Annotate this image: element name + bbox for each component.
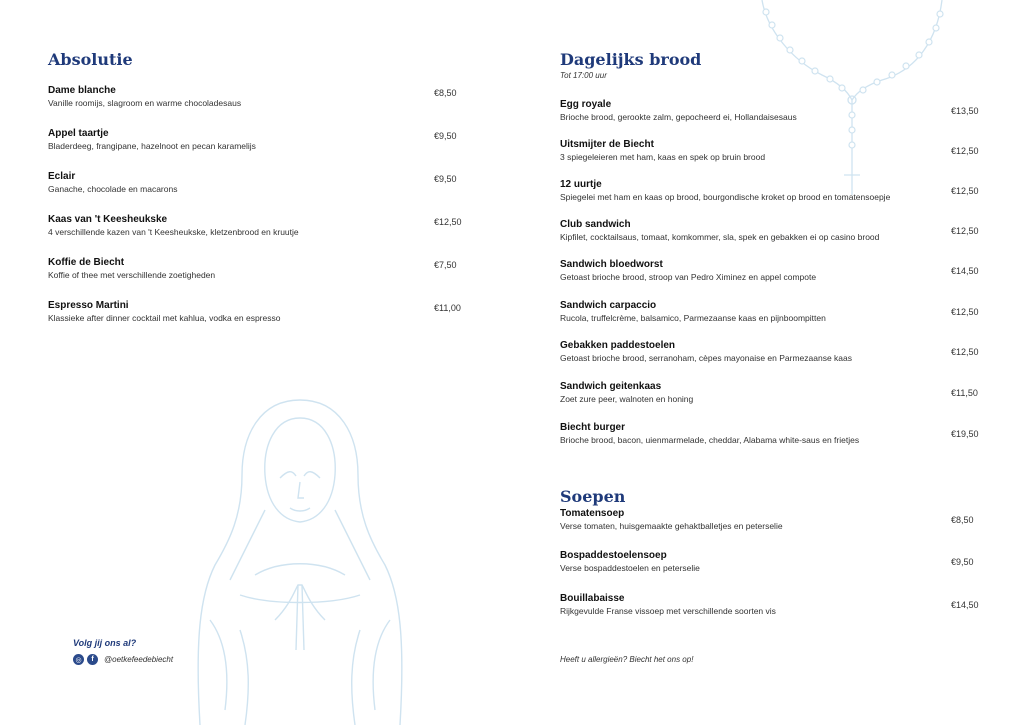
item-description: Rucola, truffelcrème, balsamico, Parmezaanse kaas en pijnboompitten bbox=[560, 313, 826, 323]
menu-item bbox=[48, 214, 488, 238]
menu-item bbox=[560, 179, 980, 203]
item-description: Koffie of thee met verschillende zoetigheden bbox=[48, 270, 216, 280]
item-price: €12,50 bbox=[951, 307, 979, 317]
item-price: €12,50 bbox=[434, 217, 462, 227]
nun-illustration bbox=[180, 390, 420, 725]
item-name: Bospaddestoelensoep bbox=[560, 550, 667, 561]
item-price: €12,50 bbox=[951, 146, 979, 156]
menu-item bbox=[48, 300, 488, 324]
menu-item bbox=[560, 300, 980, 324]
item-description: Bladerdeeg, frangipane, hazelnoot en pecan karamelijs bbox=[48, 141, 256, 151]
item-name: Egg royale bbox=[560, 99, 612, 110]
item-price: €11,50 bbox=[951, 388, 978, 398]
item-price: €14,50 bbox=[951, 600, 979, 610]
menu-item bbox=[560, 422, 980, 446]
right-page bbox=[512, 0, 1024, 725]
menu-item bbox=[48, 128, 488, 152]
menu-item bbox=[48, 257, 488, 281]
item-price: €12,50 bbox=[951, 347, 979, 357]
section-title-soepen: Soepen bbox=[560, 487, 626, 506]
section-subtitle: Tot 17:00 uur bbox=[560, 71, 607, 80]
item-description: Brioche brood, bacon, uienmarmelade, cheddar, Alabama white-saus en frietjes bbox=[560, 435, 860, 445]
item-description: Ganache, chocolade en macarons bbox=[48, 184, 178, 194]
follow-us-text: Volg jij ons al? bbox=[73, 638, 137, 648]
menu-item bbox=[560, 381, 980, 405]
social-handle[interactable]: @oetkefeedebiecht bbox=[104, 655, 174, 664]
item-description: 3 spiegeleieren met ham, kaas en spek op bruin brood bbox=[560, 152, 766, 162]
item-price: €13,50 bbox=[951, 106, 979, 116]
item-name: Bouillabaisse bbox=[560, 593, 625, 604]
item-description: Vanille roomijs, slagroom en warme chocoladesaus bbox=[48, 98, 242, 108]
menu-item bbox=[48, 171, 488, 195]
item-name: Appel taartje bbox=[48, 128, 109, 139]
item-description: Getoast brioche brood, stroop van Pedro Ximinez en appel compote bbox=[560, 272, 817, 282]
item-description: 4 verschillende kazen van 't Keesheukske, kletzenbrood en kruutje bbox=[48, 227, 299, 237]
menu-item bbox=[560, 99, 980, 123]
menu-item bbox=[48, 85, 488, 109]
menu-item bbox=[560, 259, 980, 283]
item-description: Verse tomaten, huisgemaakte gehaktballetjes en peterselie bbox=[560, 521, 783, 531]
item-description: Getoast brioche brood, serranoham, cèpes mayonaise en Parmezaanse kaas bbox=[560, 353, 852, 363]
menu-item bbox=[560, 219, 980, 243]
item-price: €9,50 bbox=[434, 131, 457, 141]
item-price: €12,50 bbox=[951, 186, 979, 196]
item-description: Brioche brood, gerookte zalm, gepocheerd ei, Hollandaisesaus bbox=[560, 112, 797, 122]
menu-item bbox=[560, 593, 980, 617]
item-description: Spiegelei met ham en kaas op brood, bourgondische kroket op brood en tomatensoepje bbox=[560, 192, 891, 202]
item-name: Sandwich bloedworst bbox=[560, 259, 663, 270]
item-name: Kaas van 't Keesheukske bbox=[48, 214, 168, 225]
item-description: Klassieke after dinner cocktail met kahlua, vodka en espresso bbox=[48, 313, 281, 323]
item-name: Gebakken paddestoelen bbox=[560, 340, 676, 351]
instagram-icon[interactable]: ◎ bbox=[73, 654, 84, 665]
allergy-note: Heeft u allergieën? Biecht het ons op! bbox=[560, 655, 694, 664]
item-price: €12,50 bbox=[951, 226, 979, 236]
item-name: Tomatensoep bbox=[560, 508, 625, 519]
item-name: Espresso Martini bbox=[48, 300, 129, 311]
section-title-dagelijks-brood: Dagelijks brood bbox=[560, 50, 702, 69]
item-description: Rijkgevulde Franse vissoep met verschillende soorten vis bbox=[560, 606, 776, 616]
item-price: €7,50 bbox=[434, 260, 457, 270]
item-name: Club sandwich bbox=[560, 219, 631, 230]
menu-item bbox=[560, 139, 980, 163]
item-name: Dame blanche bbox=[48, 85, 116, 96]
section-title-absolutie: Absolutie bbox=[48, 50, 133, 69]
item-price: €9,50 bbox=[434, 174, 457, 184]
item-name: Sandwich geitenkaas bbox=[560, 381, 662, 392]
item-price: €8,50 bbox=[434, 88, 457, 98]
item-price: €19,50 bbox=[951, 429, 979, 439]
item-name: Uitsmijter de Biecht bbox=[560, 139, 654, 150]
item-description: Kipfilet, cocktailsaus, tomaat, komkommer, sla, spek en gebakken ei op casino brood bbox=[560, 232, 880, 242]
item-description: Verse bospaddestoelen en peterselie bbox=[560, 563, 700, 573]
social-links bbox=[73, 654, 173, 665]
menu-item bbox=[560, 508, 980, 532]
item-price: €11,00 bbox=[434, 303, 461, 313]
item-name: Eclair bbox=[48, 171, 76, 182]
item-price: €9,50 bbox=[951, 557, 974, 567]
menu-item bbox=[560, 340, 980, 364]
item-name: Koffie de Biecht bbox=[48, 257, 125, 268]
item-price: €14,50 bbox=[951, 266, 979, 276]
item-description: Zoet zure peer, walnoten en honing bbox=[560, 394, 694, 404]
item-name: Sandwich carpaccio bbox=[560, 300, 657, 311]
item-name: Biecht burger bbox=[560, 422, 626, 433]
menu-item bbox=[560, 550, 980, 574]
item-price: €8,50 bbox=[951, 515, 974, 525]
facebook-icon[interactable]: f bbox=[87, 654, 98, 665]
item-name: 12 uurtje bbox=[560, 179, 602, 190]
